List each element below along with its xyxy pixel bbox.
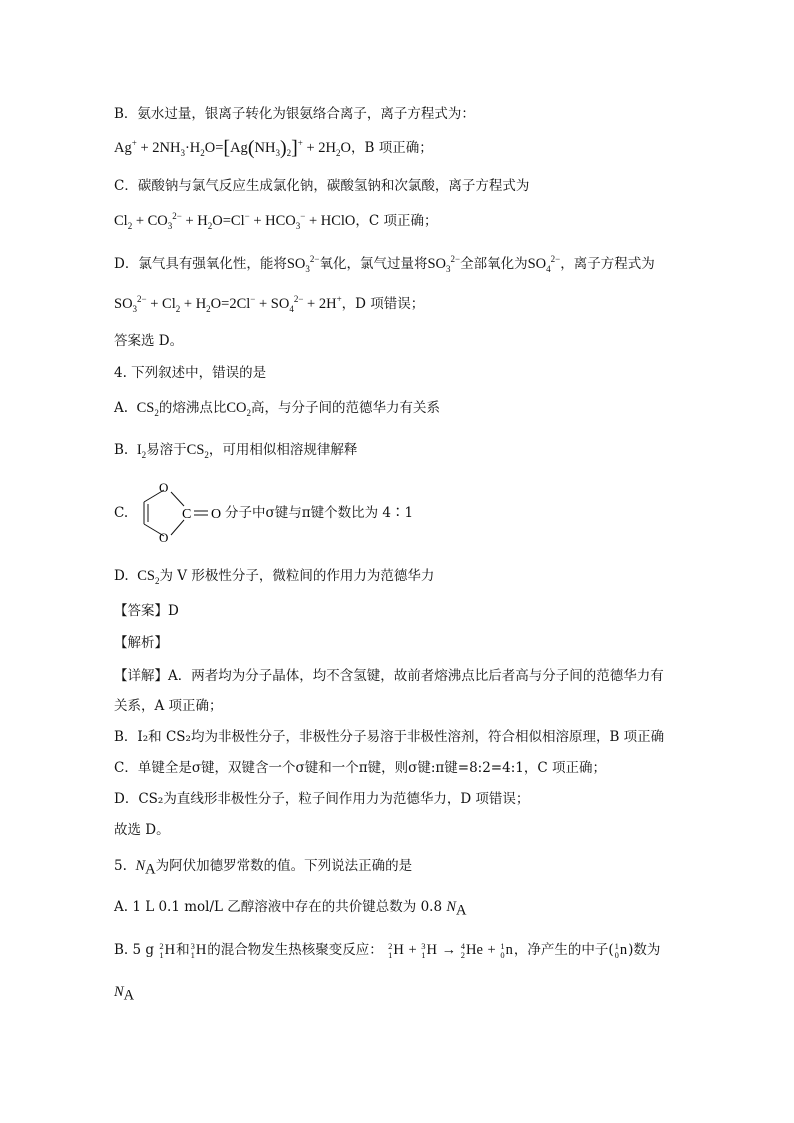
q4-detail-b: B．I₂和 CS₂均为非极性分子，非极性分子易溶于非极性溶剂，符合相似相溶原理，B 项正确 [114, 729, 665, 745]
q4-detail-c: C．单键全是σ键，双键含一个σ键和一个π键，则σ键:π键=8:2=4:1，C 项正确； [114, 760, 606, 776]
prev-option-c-text: C．碳酸钠与氯气反应生成氯化钠，碳酸氢钠和次氯酸，离子方程式为 [114, 178, 530, 194]
q5-stem: 5. $N_A$为阿伏加德罗常数的值。下列说法正确的是 [114, 858, 413, 878]
q4-analysis-tag: 【解析】 [114, 635, 168, 651]
prev-option-d-text: D．氯气具有强氧化性，能将$SO_3^{2-}$氧化，氯气过量将$SO_3^{2-}$全部氧化为$SO_4^{2-}$，离子方程式为 [114, 254, 655, 274]
q5-option-b-continued: $N_A$ [114, 984, 135, 1004]
svg-text:O: O [159, 480, 169, 495]
vinylene-carbonate-structure [134, 478, 226, 546]
prev-answer: 答案选 D。 [114, 333, 184, 349]
q4-detail-d: D．CS₂为直线形非极性分子，粒子间作用力为范德华力，D 项错误； [114, 791, 530, 807]
prev-option-d-tail: ，D 项错误； [341, 296, 425, 312]
q4-answer: 【答案】D [114, 603, 179, 619]
q4-option-c-label: C. [114, 505, 129, 521]
svg-text:O: O [211, 507, 222, 522]
prev-option-c-equation: $Cl_2 + CO_3^{2-} + H_2O=Cl^- + HCO_3^-$ + HClO，C 项正确； [114, 211, 438, 231]
prev-option-b-tail: ，B 项正确； [351, 140, 433, 156]
q4-option-b: B. $I_2$易溶于$CS_2$，可用相似相溶规律解释 [114, 442, 358, 460]
q4-option-a: A. $CS_2$的熔沸点比$CO_2$高，与分子间的范德华力有关系 [114, 400, 441, 418]
q4-detail-a-line2: 关系，A 项正确； [114, 698, 223, 714]
prev-option-c-tail: ，C 项正确； [355, 213, 438, 229]
prev-option-b-text: B．氨水过量，银离子转化为银氨络合离子，离子方程式为： [114, 106, 475, 122]
prev-option-d-equation: $SO_3^{2-} + Cl_2 + H_2O=2Cl^- + SO_4^{2-} + 2H^+$，D 项错误； [114, 294, 425, 314]
q4-stem: 4. 下列叙述中，错误的是 [114, 365, 267, 381]
q5-option-b: B. 5 g 2 1 H和 3 1 H的混合物发生热核聚变反应： 2 1 H + 3 1 H → 4 2 He + 1 0 n，净产生的中子( 1 0 n)数为 [114, 940, 661, 960]
q4-conclusion: 故选 D。 [114, 822, 170, 838]
q4-option-d: D. $CS_2$为 V 形极性分子，微粒间的作用力为范德华力 [114, 568, 435, 586]
svg-text:O: O [159, 530, 169, 545]
q5-option-a: A. 1 L 0.1 mol/L 乙醇溶液中存在的共价键总数为 0.8 $N_A$ [114, 899, 467, 919]
q4-detail-a-line1: 【详解】A．两者均为分子晶体，均不含氢键，故前者熔沸点比后者高与分子间的范德华力有 [114, 668, 664, 684]
q4-option-c-text: 分子中σ键与π键个数比为 4∶1 [225, 505, 414, 521]
svg-text:C: C [182, 507, 192, 522]
prev-option-b-equation: $Ag^+ + 2NH_3\cdot H_2O=[Ag(NH_3)_2]^+ + 2H_2O$，B 项正确； [114, 137, 433, 159]
